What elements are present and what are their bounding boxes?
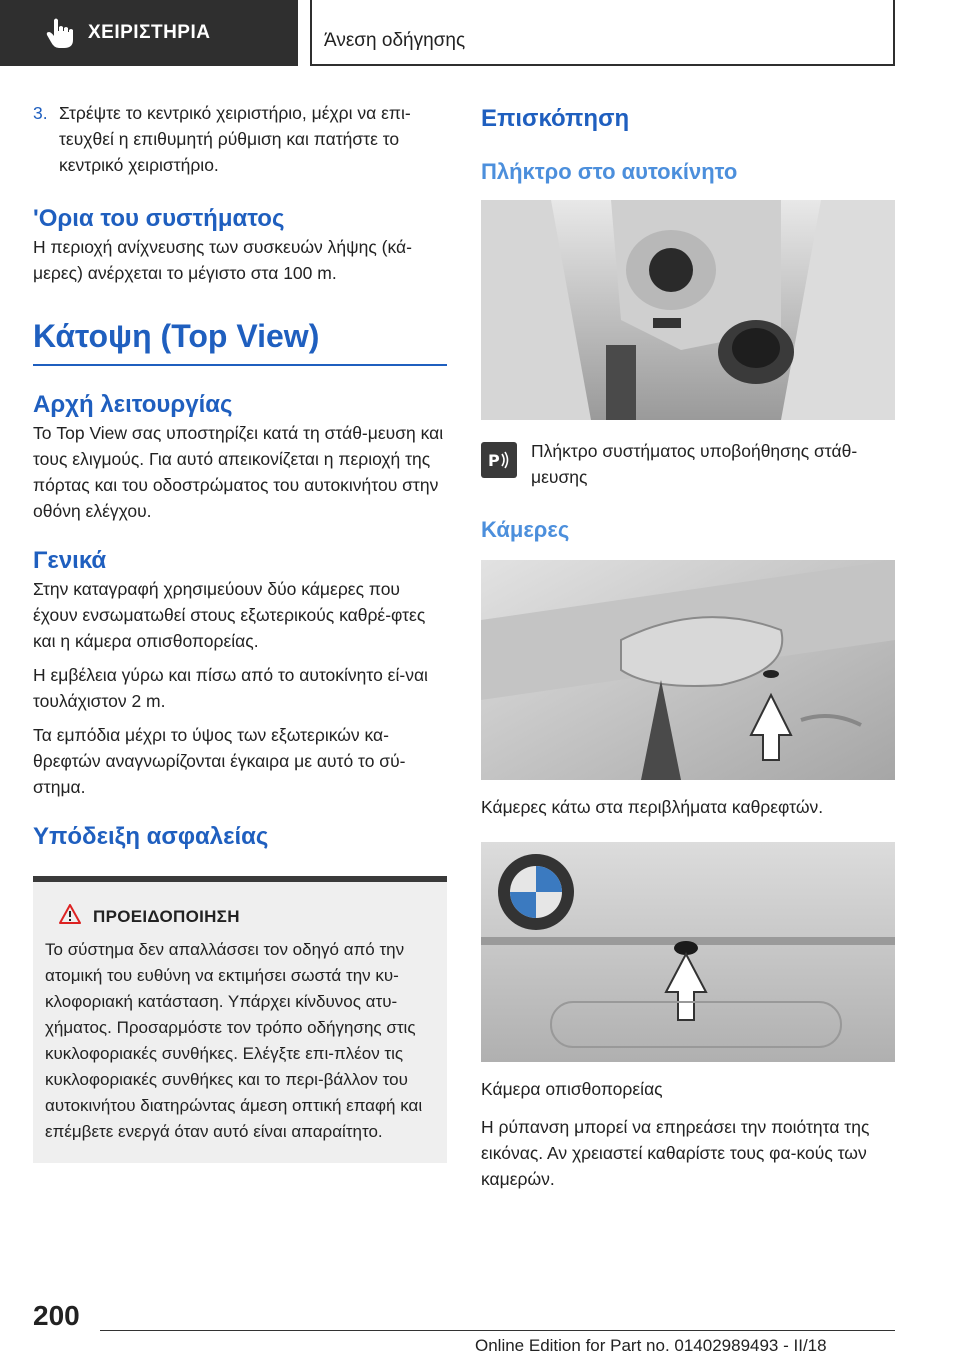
rear-caption: Κάμερα οπισθοπορείας [481,1079,663,1099]
warning-text: Το σύστημα δεν απαλλάσσει τον οδηγό από την ατομική του ευθύνη να εκτιμήσει σωστά την κυ-κλοφοριακή κατάσταση. Υπάρχει κίνδυνος ατυ-χήματος. Προσαρμόστε τον τρόπο οδήγησης στις κυκλοφοριακές συνθήκες. Ελέγξτε επι-πλέον τις κυκλοφοριακές συνθήκες και το περι-βάλλον του αυτοκινήτου διατηρώντας άμεση οπτική επαφή και επέμβετε ενεργά όταν αυτό είναι απαραίτητο. [45,940,423,1141]
section-tab [0,0,298,66]
park-assist-button-icon [481,442,517,478]
general-heading: Γενικά [33,547,107,574]
step-3 [33,100,447,178]
limits-heading: 'Ορια του συστήματος [33,205,285,232]
button-caption-row [481,438,895,490]
chapter-title: Άνεση οδήγησης [324,30,466,51]
mirror-caption: Κάμερες κάτω στα περιβλήματα καθρεφτών. [481,797,824,817]
warning-title-row [59,904,435,929]
dirt-text: Η ρύπανση μπορεί να επηρεάσει την ποιότητα της εικόνας. Αν χρειαστεί καθαρίστε τους φα-κούς των καμερών. [481,1117,870,1189]
section-label: ΧΕΙΡΙΣΤΗΡΙΑ [88,22,211,43]
button-heading: Πλήκτρο στο αυτοκίνητο [481,159,738,184]
principle-text: Το Top View σας υποστηρίζει κατά τη στάθ-μευση και τους ελιγμούς. Για αυτό απεικονίζεται η περιοχή της πόρτας και του οδοστρώματος του αυτοκινήτου στην οθόνη ελέγχου. [33,423,444,521]
footer-rule [100,1330,895,1331]
mirror-camera-photo [481,560,895,780]
hand-pointer-icon [40,13,80,53]
rear-camera-photo [481,842,895,1062]
page-header [0,0,960,66]
overview-heading: Επισκόπηση [481,105,630,132]
button-caption: Πλήκτρο συστήματος υποβοήθησης στάθ-μευσης [531,441,858,487]
general-paragraph-1: Στην καταγραφή χρησιμεύουν δύο κάμερες που έχουν ενσωματωθεί στους εξωτερικούς καθρέ-φτες και η κάμερα οπισθοπορείας. [33,579,426,651]
console-photo [481,200,895,420]
step-text: Στρέψτε το κεντρικό χειριστήριο, μέχρι να επι-τευχθεί η επιθυμητή ρύθμιση και πατήστε το κεντρικό χειριστήριο. [59,103,411,175]
topview-heading: Κάτοψη (Top View) [33,318,320,354]
page-number: 200 [33,1300,80,1331]
right-column [481,100,895,1192]
general-paragraph-3: Τα εμπόδια μέχρι το ύψος των εξωτερικών κα-θρεφτών αναγνωρίζονται έγκαιρα με αυτό το σύ-στημα. [33,725,406,797]
svg-text:P: P [488,451,500,470]
left-column [33,100,447,1163]
general-paragraph-2: Η εμβέλεια γύρω και πίσω από το αυτοκίνητο εί-ναι τουλάχιστον 2 m. [33,665,428,711]
limits-text: Η περιοχή ανίχνευσης των συσκευών λήψης (κά-μερες) ανέρχεται το μέγιστο στα 100 m. [33,237,412,283]
warning-box [33,876,447,1163]
cameras-heading: Κάμερες [481,517,570,542]
heading-rule [33,364,447,366]
principle-heading: Αρχή λειτουργίας [33,391,233,418]
edition-text: Online Edition for Part no. 01402989493 - II/18 [475,1336,827,1355]
warning-triangle-icon [59,904,81,929]
warning-title: ΠΡΟΕΙΔΟΠΟΙΗΣΗ [93,906,240,926]
step-number: 3. [33,103,48,123]
chapter-box [310,0,895,66]
safety-heading: Υπόδειξη ασφαλείας [33,823,269,850]
